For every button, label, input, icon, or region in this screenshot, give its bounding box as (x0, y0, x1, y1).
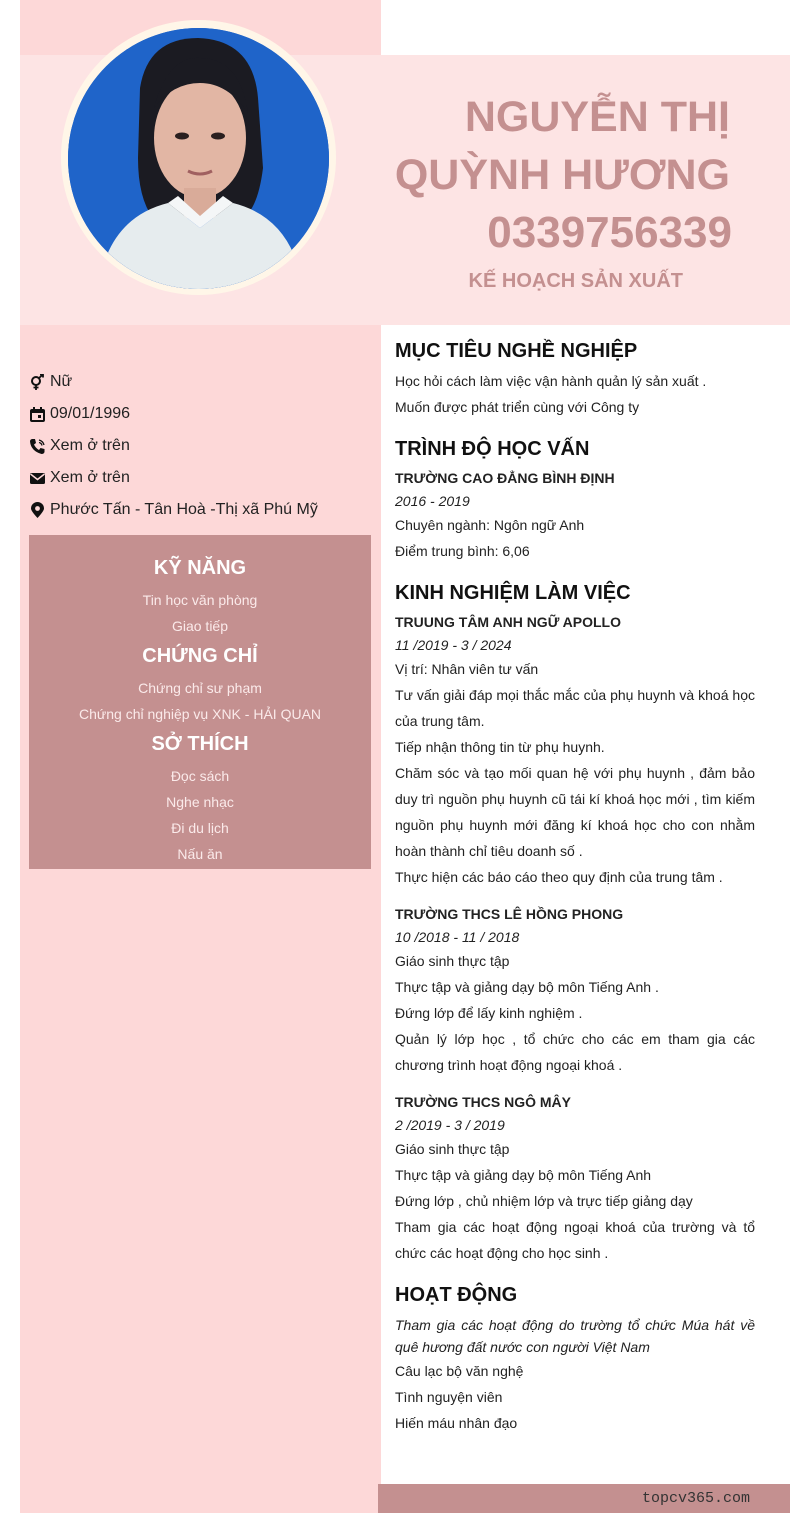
header-phone: 0339756339 (487, 208, 732, 257)
job-position: Giáo sinh thực tập (395, 1141, 510, 1157)
job-detail: Chăm sóc và tạo mối quan hệ với phụ huynh , đảm bảo duy trì nguồn phụ huynh cũ tái kí khoá học mới , tìm kiếm nguồn phụ huynh mới đăng kí khoá học cho con nhằm hoàn thành chỉ tiêu doanh số . (395, 765, 755, 859)
certs-list (29, 675, 371, 727)
activity-item: Câu lạc bộ văn nghệ (395, 1363, 524, 1379)
phone-icon (29, 438, 46, 455)
map-pin-icon (29, 502, 46, 519)
job-detail: Tiếp nhận thông tin từ phụ huynh. (395, 739, 605, 755)
activities-section (395, 1280, 755, 1436)
hobbies-title: SỞ THÍCH (151, 733, 249, 755)
job-org: TRUUNG TÂM ANH NGỮ APOLLO (395, 614, 622, 630)
education-section (395, 434, 755, 564)
job-detail: Thực tập và giảng dạy bộ môn Tiếng Anh (395, 1167, 652, 1183)
experience-title: KINH NGHIỆM LÀM VIỆC (395, 582, 631, 604)
objective-line: Muốn được phát triển cùng với Công ty (395, 399, 640, 415)
phone-value: Xem ở trên (50, 437, 130, 454)
candidate-name (370, 88, 730, 204)
cert-item: Chứng chỉ nghiệp vụ XNK - HẢI QUAN (78, 706, 322, 722)
job-entry (395, 1090, 755, 1266)
hobbies-list (29, 763, 371, 867)
objective-section (395, 336, 755, 420)
skills-panel (29, 535, 371, 869)
objective-line: Học hỏi cách làm việc vận hành quản lý sản xuất . (395, 373, 707, 389)
activities-intro: Tham gia các hoạt động do trường tổ chức Múa hát về quê hương đất nước con người Việt Nam (395, 1317, 755, 1355)
contact-phone (29, 430, 318, 462)
gender-icon (29, 374, 46, 391)
job-dates: 11 /2019 - 3 / 2024 (395, 637, 512, 653)
job-entry (395, 610, 755, 890)
education-gpa: Điểm trung bình: 6,06 (395, 543, 530, 559)
hobby-item: Nấu ăn (177, 846, 223, 862)
contact-birthday (29, 398, 318, 430)
job-dates: 2 /2019 - 3 / 2019 (395, 1117, 505, 1133)
job-detail: Đứng lớp để lấy kinh nghiệm . (395, 1005, 583, 1021)
activity-item: Hiến máu nhân đạo (395, 1415, 518, 1431)
address-value: Phước Tấn - Tân Hoà -Thị xã Phú Mỹ (50, 501, 318, 518)
contact-gender (29, 366, 318, 398)
skill-item: Giao tiếp (171, 618, 229, 634)
activity-item: Tình nguyện viên (395, 1389, 503, 1405)
job-detail: Thực tập và giảng dạy bộ môn Tiếng Anh . (395, 979, 659, 995)
job-org: TRƯỜNG THCS NGÔ MÂY (395, 1094, 571, 1110)
gender-value: Nữ (50, 373, 73, 390)
job-entry (395, 902, 755, 1078)
contact-address (29, 494, 318, 526)
job-detail: Tư vấn giải đáp mọi thắc mắc của phụ huynh và khoá học của trung tâm. (395, 687, 755, 729)
envelope-icon (29, 470, 46, 487)
contact-info (29, 366, 318, 526)
skill-item: Tin học văn phòng (142, 592, 258, 608)
email-value: Xem ở trên (50, 469, 130, 486)
job-dates: 10 /2018 - 11 / 2018 (395, 929, 520, 945)
education-title: TRÌNH ĐỘ HỌC VẤN (395, 438, 590, 460)
education-major: Chuyên ngành: Ngôn ngữ Anh (395, 517, 585, 533)
hobby-item: Nghe nhạc (166, 794, 234, 810)
avatar (68, 28, 329, 289)
hobby-item: Đọc sách (170, 768, 230, 784)
cert-item: Chứng chỉ sư phạm (138, 680, 262, 696)
calendar-icon (29, 406, 46, 423)
education-school: TRƯỜNG CAO ĐẲNG BÌNH ĐỊNH (395, 470, 615, 486)
certs-title: CHỨNG CHỈ (142, 645, 258, 667)
name-line-2: QUỲNH HƯƠNG (394, 151, 730, 199)
job-org: TRƯỜNG THCS LÊ HỒNG PHONG (395, 906, 624, 922)
skills-title: KỸ NĂNG (153, 557, 247, 579)
name-line-1: NGUYỄN THỊ (464, 93, 730, 141)
footer-site: topcv365.com (641, 1490, 750, 1507)
skills-list (29, 587, 371, 639)
hobby-item: Đi du lịch (171, 820, 229, 836)
job-detail: Thực hiện các báo cáo theo quy định của trung tâm . (395, 869, 723, 885)
education-dates: 2016 - 2019 (395, 493, 470, 509)
main-content (395, 336, 755, 1436)
footer-bar (378, 1484, 790, 1513)
birthday-value: 09/01/1996 (50, 405, 131, 422)
avatar-photo (68, 28, 329, 289)
job-detail: Quản lý lớp học , tổ chức cho các em tham gia các chương trình hoạt động ngoại khoá . (395, 1031, 755, 1073)
desired-role: KẾ HOẠCH SẢN XUẤT (468, 270, 683, 292)
experience-section (395, 578, 755, 1266)
job-position: Vị trí: Nhân viên tư vấn (395, 661, 539, 677)
job-detail: Tham gia các hoạt động ngoại khoá của trường và tổ chức các hoạt động cho học sinh . (395, 1219, 755, 1261)
contact-email (29, 462, 318, 494)
objective-title: MỤC TIÊU NGHỀ NGHIỆP (395, 340, 638, 362)
job-detail: Đứng lớp , chủ nhiệm lớp và trực tiếp giảng dạy (395, 1193, 693, 1209)
job-position: Giáo sinh thực tập (395, 953, 510, 969)
activities-title: HOẠT ĐỘNG (395, 1284, 518, 1306)
